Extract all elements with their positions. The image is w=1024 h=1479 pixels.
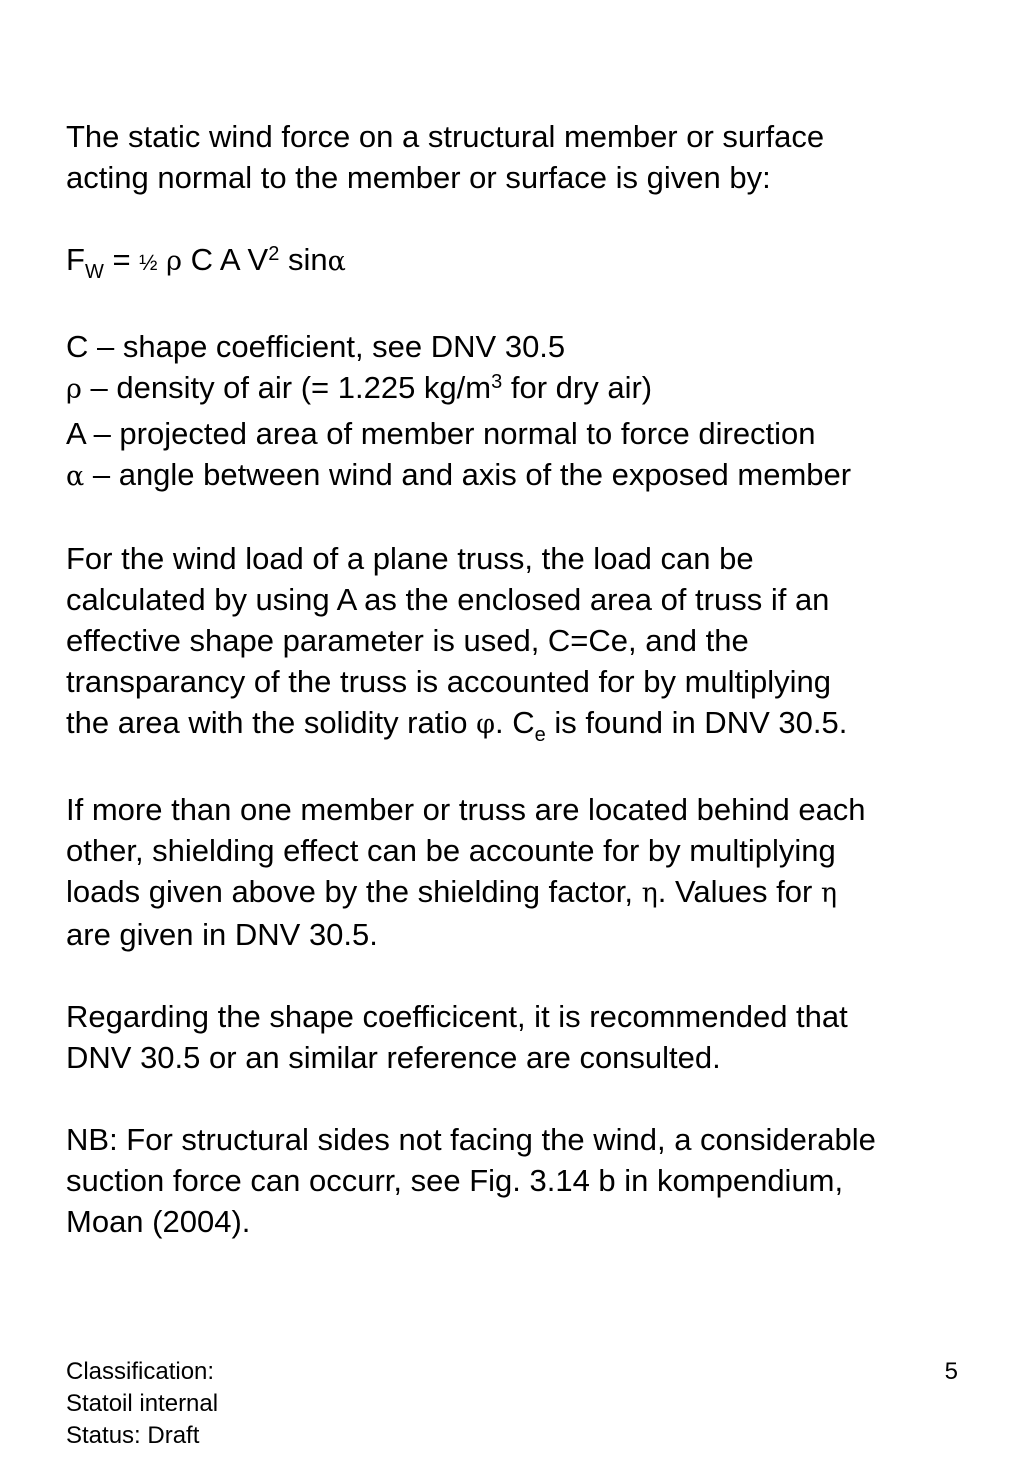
shielding-line-3-start: loads given above by the shielding factor, [66,874,642,909]
classification-value: Statoil internal [66,1390,219,1417]
shape-line-1: Regarding the shape coefficicent, it is recommended that [66,999,848,1034]
shielding-line-1: If more than one member or truss are located behind each [66,792,866,827]
slide-content [66,116,986,1283]
wind-force-formula [66,239,986,285]
truss-line-5 [66,702,986,748]
formula-middle: C A V [182,242,269,277]
phi-symbol: φ [476,709,496,740]
truss-line-3: effective shape parameter is used, C=Ce, and the [66,623,749,658]
truss-paragraph [66,538,986,748]
formula-sin: sin [279,242,328,277]
intro-line-1: The static wind force on a structural member or surface [66,119,825,154]
classification-label: Classification: [66,1358,215,1385]
definition-rho-tail: for dry air) [502,370,653,405]
formula-lhs: F [66,242,85,277]
note-line-3: Moan (2004). [66,1204,251,1239]
note-line-1: NB: For structural sides not facing the wind, a considerable [66,1122,876,1157]
definition-alpha [66,454,986,497]
ce-subscript: e [534,724,546,746]
shielding-line-3 [66,871,986,914]
status-label: Status: Draft [66,1422,200,1449]
shielding-paragraph [66,789,986,955]
shielding-line-4: are given in DNV 30.5. [66,917,378,952]
eta-symbol: η [820,878,838,909]
rho-symbol: ρ [66,374,82,405]
truss-line-5-middle: . C [495,705,535,740]
definition-rho [66,367,986,413]
intro-line-2: acting normal to the member or surface is given by: [66,160,771,195]
formula-v-superscript: 2 [268,243,280,265]
formula-lhs-subscript: W [84,261,104,283]
truss-line-5-end: is found in DNV 30.5. [545,705,848,740]
formula-line [66,239,986,285]
note-line-2: suction force can occurr, see Fig. 3.14 b in kompendium, [66,1163,844,1198]
shielding-line-2: other, shielding effect can be accounte for by multiplying [66,833,836,868]
formula-half: ½ [139,250,158,275]
page-number: 5 [944,1358,958,1385]
definition-alpha-text: – angle between wind and axis of the exposed member [84,457,852,492]
formula-equals: = [103,242,140,277]
definitions-list [66,326,986,497]
classification-footer [66,1356,218,1452]
truss-line-1: For the wind load of a plane truss, the load can be [66,541,754,576]
shape-line-2: DNV 30.5 or an similar reference are consulted. [66,1040,721,1075]
cubed-superscript: 3 [491,371,503,393]
definition-rho-text: – density of air (= 1.225 kg/m [81,370,492,405]
truss-line-2: calculated by using A as the enclosed area of truss if an [66,582,830,617]
eta-symbol: η [641,878,658,909]
definition-c: C – shape coefficient, see DNV 30.5 [66,329,566,364]
note-paragraph [66,1119,986,1242]
shielding-line-3-middle: . Values for [657,874,821,909]
rho-symbol: ρ [166,246,183,277]
shape-paragraph [66,996,986,1078]
truss-line-5-start: the area with the solidity ratio [66,705,477,740]
intro-paragraph [66,116,986,198]
alpha-symbol: α [66,461,85,492]
truss-line-4: transparancy of the truss is accounted for by multiplying [66,664,832,699]
definition-a: A – projected area of member normal to force direction [66,416,816,451]
alpha-symbol: α [327,246,346,277]
